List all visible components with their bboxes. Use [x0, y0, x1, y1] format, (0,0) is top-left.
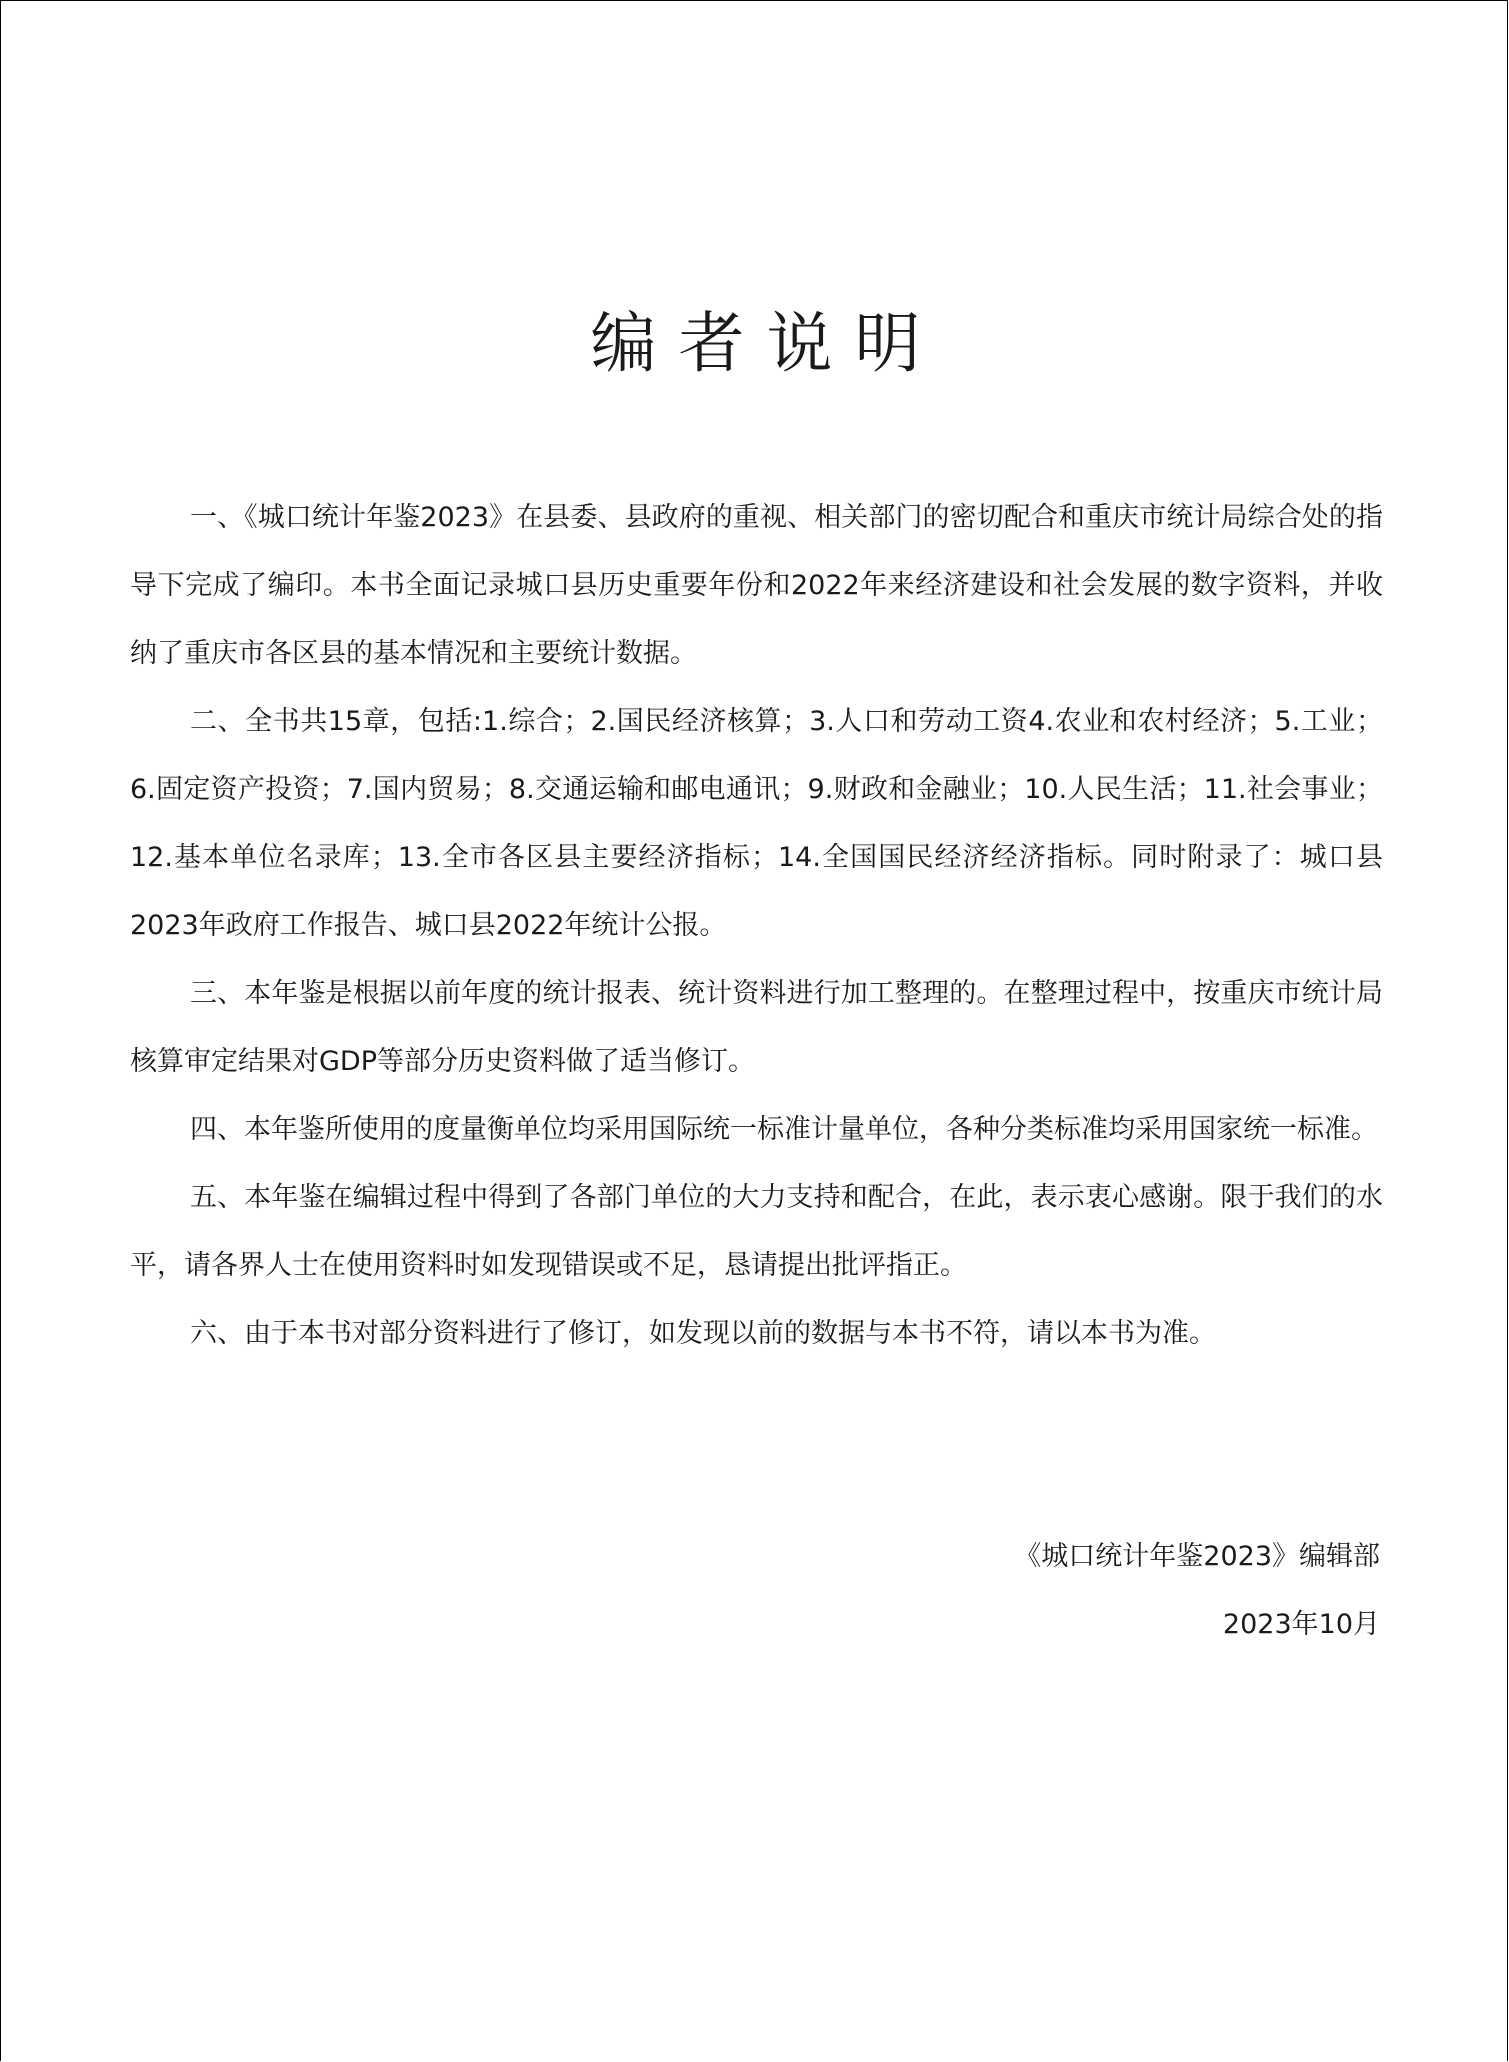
signature-editor: 《城口统计年鉴2023》编辑部	[1014, 1541, 1380, 1572]
paragraph-6: 六、由于本书对部分资料进行了修订，如发现以前的数据与本书不符，请以本书为准。	[190, 1318, 1216, 1349]
paragraph-1: 一、《城口统计年鉴2023》在县委、县政府的重视、相关部门的密切配合和重庆市统计局综合处的指导下完成了编印。本书全面记录城口县历史重要年份和2022年来经济建设和社会发展的数字资料，并收纳了重庆市各区县的基本情况和主要统计数据。	[130, 502, 1383, 669]
document-body	[130, 484, 1383, 1368]
paragraph-3: 三、本年鉴是根据以前年度的统计报表、统计资料进行加工整理的。在整理过程中，按重庆市统计局核算审定结果对GDP等部分历史资料做了适当修订。	[130, 978, 1383, 1077]
signature-block	[1014, 1523, 1380, 1659]
paragraph-4: 四、本年鉴所使用的度量衡单位均采用国际统一标准计量单位，各种分类标准均采用国家统一标准。	[190, 1114, 1378, 1145]
signature-date: 2023年10月	[1222, 1609, 1380, 1640]
page-title: 编者说明	[590, 305, 943, 382]
paragraph-2: 二、全书共15章，包括:1.综合；2.国民经济核算；3.人口和劳动工资4.农业和农村经济；5.工业；6.固定资产投资；7.国内贸易；8.交通运输和邮电通讯；9.财政和金融业；10.人民生活；11.社会事业；12.基本单位名录库；13.全市各区县主要经济指标；14.全国国民经济经济指标。同时附录了：城口县2023年政府工作报告、城口县2022年统计公报。	[130, 706, 1383, 941]
paragraph-5: 五、本年鉴在编辑过程中得到了各部门单位的大力支持和配合，在此，表示衷心感谢。限于我们的水平，请各界人士在使用资料时如发现错误或不足，恳请提出批评指正。	[130, 1182, 1383, 1281]
